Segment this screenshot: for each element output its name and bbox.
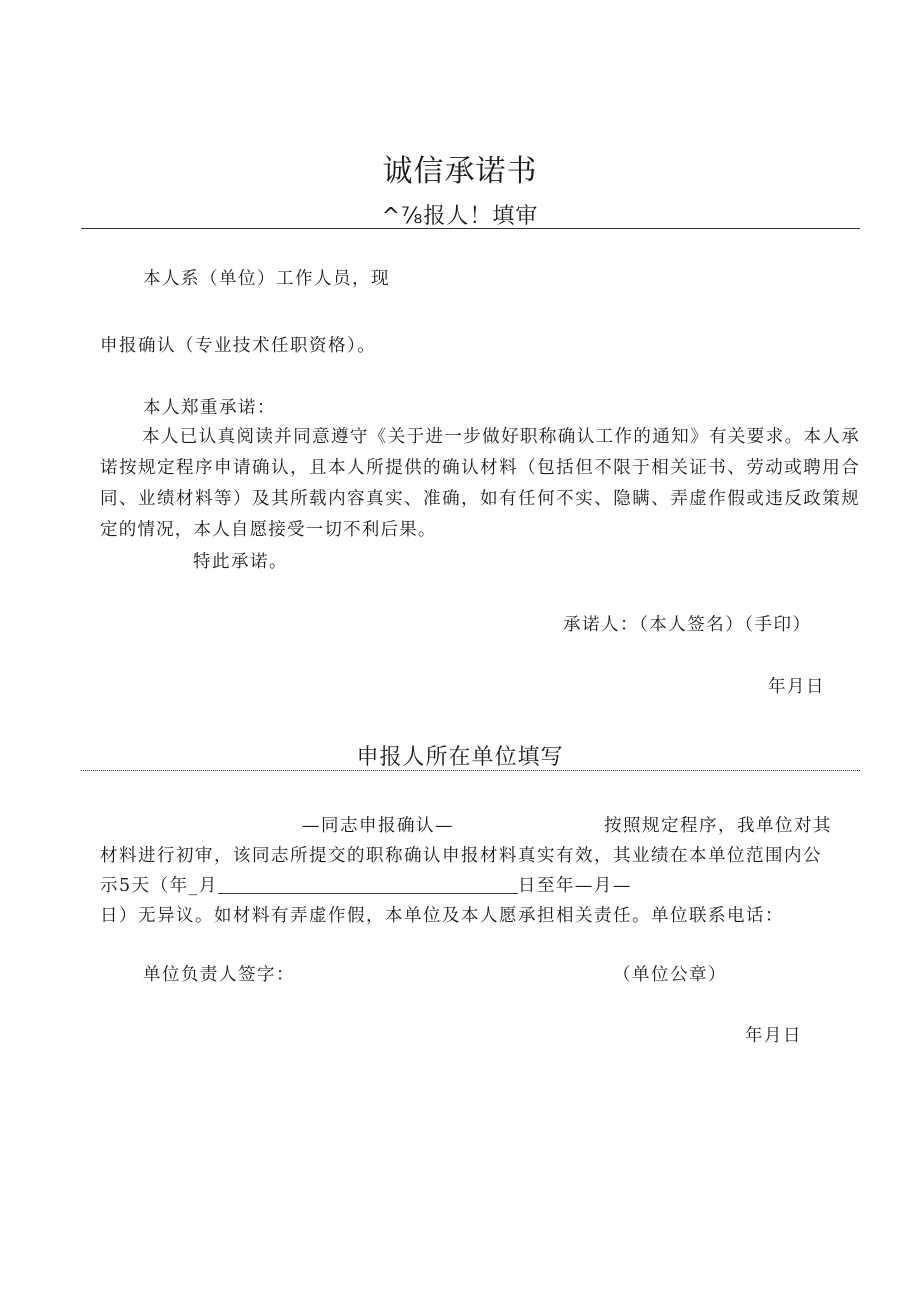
- unit-line-3a: 示5天（年_月: [100, 876, 218, 896]
- unit-date-line: 年月日: [745, 1026, 802, 1046]
- declarant-date-line: 年月日: [768, 677, 825, 697]
- blank-underline: [218, 875, 518, 894]
- document-subtitle: ^⅞报人！填审: [381, 204, 539, 229]
- unit-line-4: 日）无异议。如材料有弄虚作假，本单位及本人愿承担相关责任。单位联系电话：: [100, 906, 784, 926]
- unit-line-1a: —同志申报确认—: [302, 816, 454, 836]
- unit-line-3: [100, 872, 632, 897]
- declarant-signature-line: 承诺人：（本人签名）（手印）: [563, 615, 812, 635]
- unit-section-title: 申报人所在单位填写: [356, 745, 564, 770]
- promise-body: 本人已认真阅读并同意遵守《关于进一步做好职称确认工作的通知》有关要求。本人承诺按规定程序申请确认，且本人所提供的确认材料（包括但不限于相关证书、劳动或聘用合同、业绩材料等）及其所载内容真实、准确，如有任何不实、隐瞒、弄虚作假或违反政策规定的情况，本人自愿接受一切不利后果。: [100, 427, 860, 540]
- unit-seal: （单位公章）: [613, 965, 727, 985]
- declarant-line-2: 申报确认（专业技术任职资格）。: [100, 336, 377, 356]
- promise-heading: 本人郑重承诺：: [143, 398, 276, 418]
- unit-section-divider: [81, 770, 860, 771]
- promise-closing: 特此承诺。: [193, 552, 288, 572]
- unit-line-3b: 日至年—月—: [517, 876, 632, 896]
- unit-line-2: 材料进行初审，该同志所提交的职称确认申报材料真实有效，其业绩在本单位范围内公: [100, 846, 822, 866]
- unit-line-1b: 按照规定程序，我单位对其: [604, 816, 832, 836]
- header-divider: [81, 228, 860, 229]
- declarant-line-1: 本人系（单位）工作人员，现: [143, 269, 390, 289]
- unit-leader-signature: 单位负责人签字：: [143, 965, 295, 985]
- document-title: 诚信承诺书: [382, 154, 538, 189]
